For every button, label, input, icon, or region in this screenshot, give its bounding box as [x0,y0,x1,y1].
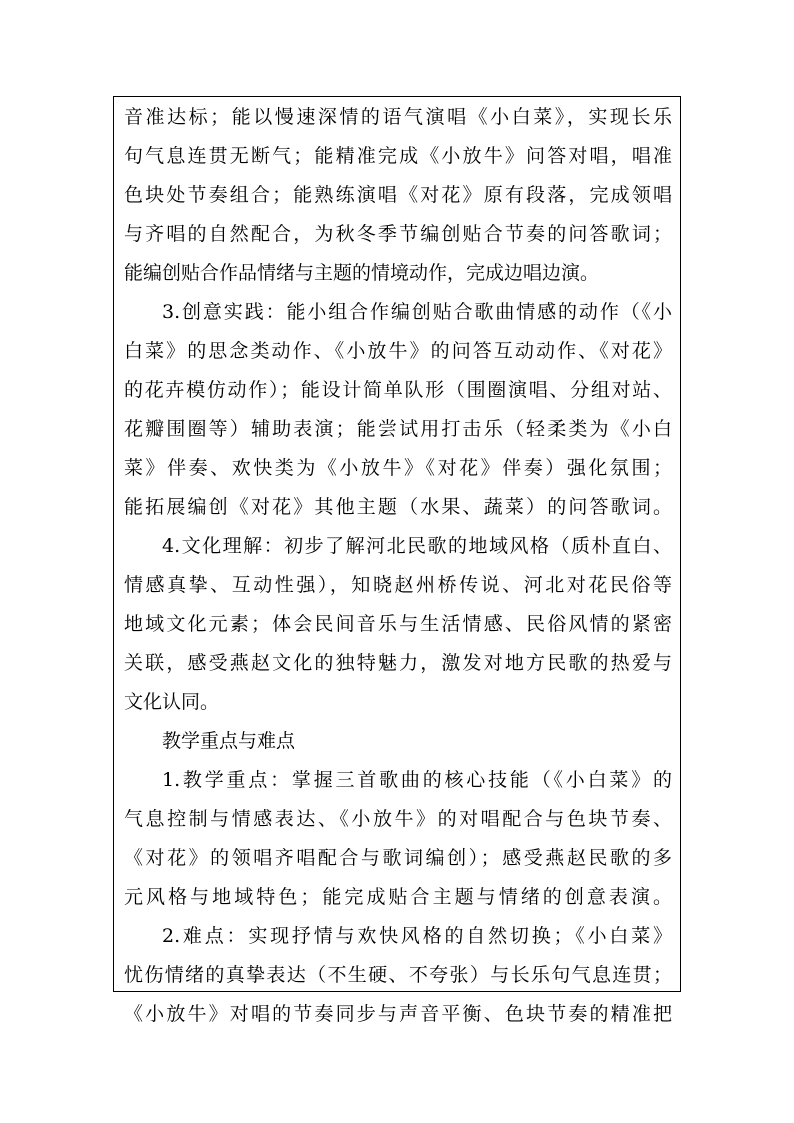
text-line: 《小放牛》对唱的节奏同步与声音平衡、色块节奏的精准把 [124,1003,672,1025]
text-line: 色块处节奏组合；能熟练演唱《对花》原有段落，完成领唱 [124,184,672,206]
text-line: 与齐唱的自然配合，为秋冬季节编创贴合节奏的问答歌词； [124,223,672,245]
text-line: 气息控制与情感表达、《小放牛》的对唱配合与色块节奏、 [124,808,672,830]
text-line: 句气息连贯无断气；能精准完成《小放牛》问答对唱，唱准 [124,145,672,167]
text-line: 的花卉模仿动作）；能设计简单队形（围圈演唱、分组对站、 [124,379,672,401]
text-line: 2.难点：实现抒情与欢快风格的自然切换；《小白菜》 [162,925,672,947]
text-line: 菜》伴奏、欢快类为《小放牛》《对花》伴奏）强化氛围； [124,457,672,479]
text-line: 能拓展编创《对花》其他主题（水果、蔬菜）的问答歌词。 [124,496,672,518]
text-line: 4.文化理解：初步了解河北民歌的地域风格（质朴直白、 [162,535,672,557]
text-line: 关联，感受燕赵文化的独特魅力，激发对地方民歌的热爱与 [124,652,672,674]
text-line: 3.创意实践：能小组合作编创贴合歌曲情感的动作（《小 [162,301,672,323]
text-line: 情感真挚、互动性强），知晓赵州桥传说、河北对花民俗等 [124,574,672,596]
text-line: 《对花》的领唱齐唱配合与歌词编创）；感受燕赵民歌的多 [124,847,672,869]
text-line: 能编创贴合作品情绪与主题的情境动作，完成边唱边演。 [124,262,600,284]
text-line: 花瓣围圈等）辅助表演；能尝试用打击乐（轻柔类为《小白 [124,418,672,440]
text-line: 地域文化元素；体会民间音乐与生活情感、民俗风情的紧密 [124,613,672,635]
text-line: 白菜》的思念类动作、《小放牛》的问答互动动作、《对花》 [124,340,672,362]
text-line: 1.教学重点：掌握三首歌曲的核心技能（《小白菜》的 [162,769,672,791]
document-frame [113,96,681,1025]
text-line: 元风格与地域特色；能完成贴合主题与情绪的创意表演。 [124,886,672,908]
section-heading: 教学重点与难点 [162,730,296,752]
text-line: 音准达标；能以慢速深情的语气演唱《小白菜》，实现长乐 [124,106,672,128]
text-line: 文化认同。 [124,691,220,713]
text-line: 忧伤情绪的真挚表达（不生硬、不夸张）与长乐句气息连贯； [124,964,672,986]
